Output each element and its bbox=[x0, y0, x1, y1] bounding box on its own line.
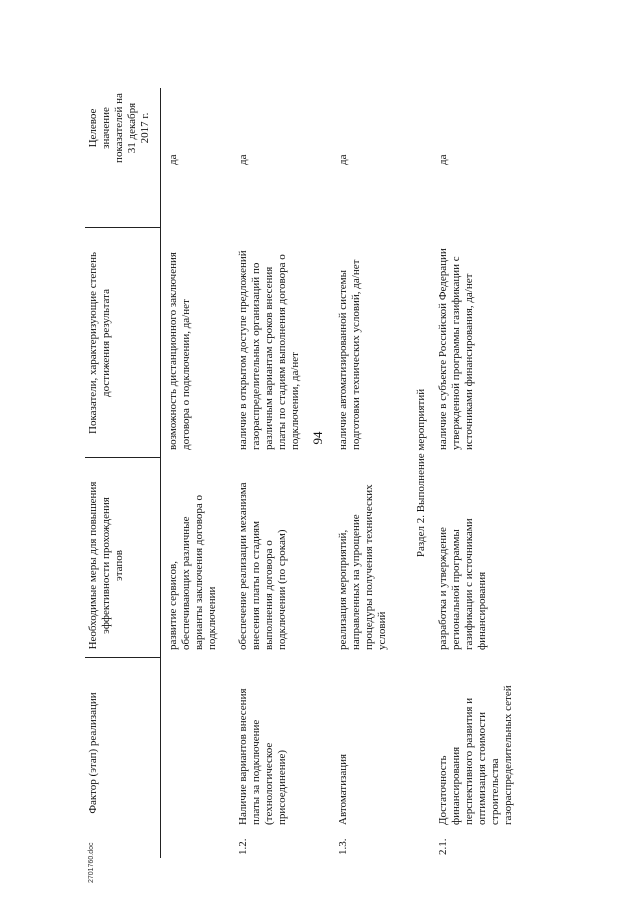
row-measures: развитие сервисов, обеспечивающих различные варианты заключения договора о подключении bbox=[167, 495, 218, 650]
row-indicators: наличие в субъекте Российской Федерации утвержденной программы газификации с источниками финансирования, да/нет bbox=[437, 248, 475, 450]
header-divider bbox=[85, 657, 160, 658]
row-factor: Наличие вариантов внесения платы за подключение (технологическое присоединение) bbox=[237, 688, 288, 825]
header-divider bbox=[85, 227, 160, 228]
row-factor bbox=[165, 678, 169, 828]
row-target: да bbox=[337, 154, 349, 165]
row-number: 1.2. bbox=[237, 838, 249, 855]
row-indicators: наличие автоматизированной системы подготовки технических условий, да/нет bbox=[337, 259, 362, 450]
row-indicators: наличие в открытом доступе предложений газораспределительных организаций по различным вариантам сроков внесения платы по стадиям выполнения договора о подключении, да/нет bbox=[237, 250, 301, 450]
measures-table bbox=[85, 88, 535, 858]
row-measures: разработка и утверждение региональной программы газификации с источниками финансирования bbox=[437, 518, 488, 650]
row-target: да bbox=[437, 154, 449, 165]
row-factor: Достаточность финансирования перспективного развития и оптимизация стоимости строительства газораспределительных сетей bbox=[437, 685, 514, 825]
row-target: да bbox=[237, 154, 249, 165]
header-rule bbox=[160, 88, 161, 858]
section-title: Раздел 2. Выполнение мероприятий bbox=[415, 388, 427, 558]
page-number: 94 bbox=[310, 431, 325, 445]
header-target: Целевое значение показателей на 31 декабря 2017 г. bbox=[87, 93, 151, 163]
header-divider bbox=[85, 457, 160, 458]
row-target: да bbox=[167, 154, 179, 165]
row-indicators: возможность дистанционного заключения договора о подключении, да/нет bbox=[167, 252, 192, 450]
table-header bbox=[85, 88, 160, 858]
header-number bbox=[85, 830, 89, 858]
row-number: 1.3. bbox=[337, 838, 349, 855]
row-factor: Автоматизация bbox=[337, 753, 349, 825]
row-measures: обеспечение реализации механизма внесения платы по стадиям выполнения договора о подключении (по срокам) bbox=[237, 482, 288, 650]
document-id: 2701760.doc bbox=[88, 842, 95, 883]
row-measures: реализация мероприятий, направленных на упрощение процедуры получения технических условий bbox=[337, 484, 388, 650]
header-factor: Фактор (этап) реализации bbox=[87, 692, 99, 814]
row-number: 2.1. bbox=[437, 838, 449, 855]
header-measures: Необходимые меры для повышения эффективности прохождения этапов bbox=[87, 481, 125, 650]
row-number bbox=[165, 830, 169, 858]
header-indicators: Показатели, характеризующие степень достижения результата bbox=[87, 252, 112, 434]
